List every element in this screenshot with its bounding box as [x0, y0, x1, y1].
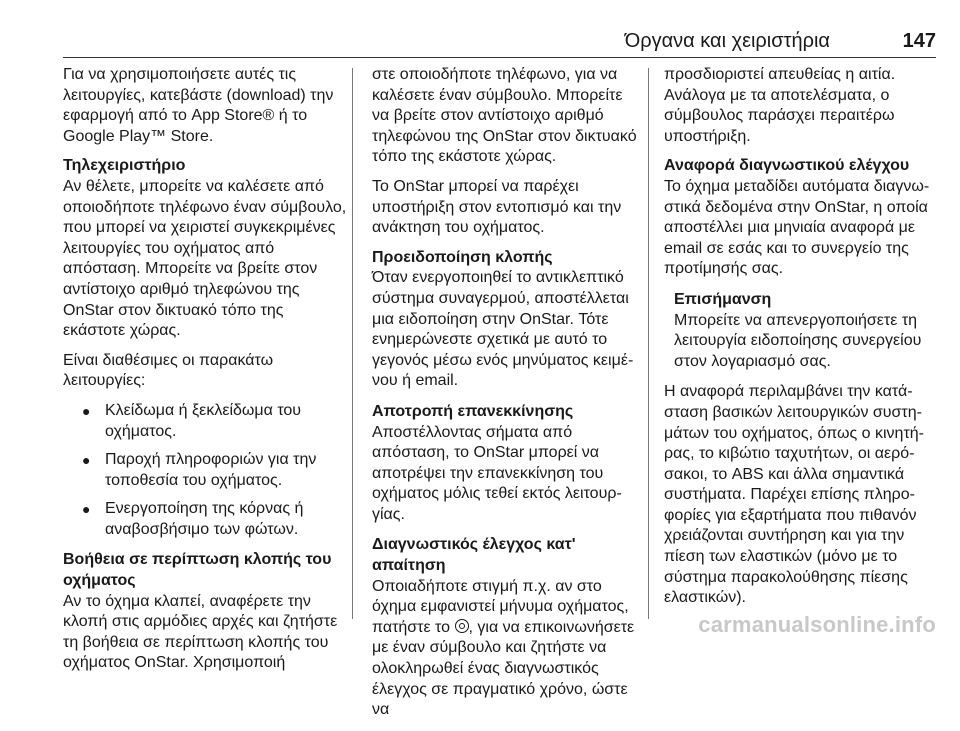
onstar-button-icon	[455, 619, 469, 633]
column-1	[63, 65, 348, 684]
note-paragraph: Μπορείτε να απενεργοποιήσετε τη λειτουργία ειδοποίησης συνεργείου στον λογαριασμό σας.	[674, 311, 922, 370]
available-functions-paragraph: Είναι διαθέσιμες οι παρακάτω λειτουργίες:	[63, 351, 274, 390]
diagnostics-text-start: Οποιαδήποτε στιγμή π.χ. αν στο όχημα εμφανιστεί μήνυμα οχήματος, πατήστε το	[372, 577, 629, 636]
intro-paragraph: Για να χρησιμοποιήσετε αυτές τις λειτουργίες, κατεβάστε (download) την εφαρμογή από το App Store® ή το Google Play™ Store.	[63, 66, 334, 145]
list-item: ● Κλείδωμα ή ξεκλείδωμα του οχήματος.	[63, 401, 348, 442]
watermark: carmanualsonline.info	[698, 612, 936, 637]
remote-control-section	[63, 156, 348, 540]
column-3	[664, 65, 936, 618]
theft-alert-heading: Προειδοποίηση κλοπής	[372, 248, 553, 266]
restart-prevention-heading: Αποτροπή επανεκκίνησης	[372, 402, 574, 420]
on-demand-diagnostics-section	[372, 535, 637, 720]
cause-paragraph: προσδιοριστεί απευθείας η αιτία. Ανάλογα με τα αποτελέσματα, ο σύμβουλος παράσχει περαιτέρω υποστήριξη.	[664, 66, 896, 145]
restart-prevention-section	[372, 402, 637, 526]
continued-paragraph: στε οποιοδήποτε τηλέφωνο, για να καλέσετε έναν σύμβουλο. Μπορείτε να βρείτε στον αντίστοιχο αριθμό τηλεφώνου της OnStar στον δικτυακό τόπο της εκάστοτε χώρας.	[372, 66, 637, 166]
theft-assistance-heading: Βοήθεια σε περίπτωση κλοπής του οχήματος	[63, 551, 332, 590]
remote-control-paragraph: Αν θέλετε, μπορείτε να καλέσετε από οποιοδήποτε τηλέφωνο έναν σύμβουλο, που μπορεί να χειριστεί συγκεκριμένες λειτουργίες του οχήματος από απόσταση. Μπορείτε να βρείτε στον αντίστοιχο αριθμό τηλεφώνου της OnStar στον δικτυακό τόπο της εκάστοτε χώρας.	[63, 177, 347, 340]
on-demand-diagnostics-paragraph	[372, 577, 637, 721]
list-item: ● Παροχή πληροφοριών για την τοποθεσία του οχήματος.	[63, 450, 348, 491]
column-divider-2	[648, 68, 649, 619]
page-number: 147	[902, 30, 936, 52]
diagnostics-text-end: , για να επικοινωνήσετε με έναν σύμβουλο και ζητήστε να ολοκληρωθεί ένας διαγνωστικός έλεγχος σε πραγματικό χρόνο, ώστε να	[372, 618, 635, 719]
diagnostic-report-section	[664, 156, 936, 280]
restart-prevention-paragraph: Αποστέλλοντας σήματα από απόσταση, το OnStar μπορεί να αποτρέψει την επανεκκίνηση του οχήματος μόλις τεθεί εκτός λειτουργίας.	[372, 423, 622, 523]
theft-alert-paragraph: Όταν ενεργοποιηθεί το αντικλεπτικό σύστημα συναγερμού, αποστέλλεται μια ειδοποίηση στην OnStar. Τότε ενημερώνεστε σχετικά με αυτό το γεγονός μέσω ενός μηνύματος κειμένου ή email.	[372, 269, 634, 390]
on-demand-diagnostics-heading: Διαγνωστικός έλεγχος κατ' απαίτηση	[372, 536, 576, 575]
report-contents-paragraph: Η αναφορά περιλαμβάνει την κατάσταση βασικών λειτουργικών συστημάτων του οχήματος, όπως ο κινητήρας, το κιβώτιο ταχυτήτων, οι αερόσακοι, το ABS και άλλα σημαντικά συστήματα. Παρέχει επίσης πληροφορίες για εξαρτήματα που πιθανόν χρειάζονται συντήρηση και για την πίεση των ελαστικών (μόνο με το σύστημα παρακολούθησης πίεσης ελαστικών).	[664, 383, 924, 607]
header-divider	[63, 57, 936, 58]
function-list	[63, 401, 348, 541]
note-heading: Επισήμανση	[674, 290, 772, 308]
diagnostic-report-heading: Αναφορά διαγνωστικού ελέγχου	[664, 157, 910, 175]
diagnostic-report-paragraph: Το όχημα μεταδίδει αυτόματα διαγνωστικά δεδομένα στην OnStar, η οποία αποστέλλει μια μηνιαία αναφορά με email σε εσάς και το συνεργείο της προτίμησής σας.	[664, 177, 930, 278]
page-header	[0, 0, 960, 60]
list-item: ● Ενεργοποίηση της κόρνας ή αναβοσβήσιμο των φώτων.	[63, 499, 348, 540]
theft-assistance-section	[63, 550, 348, 674]
column-2	[372, 65, 637, 731]
remote-control-heading: Τηλεχειριστήριο	[63, 157, 186, 175]
recovery-paragraph: Το OnStar μπορεί να παρέχει υποστήριξη στον εντοπισμό και την ανάκτηση του οχήματος.	[372, 177, 622, 237]
theft-alert-section	[372, 248, 637, 392]
note-box	[664, 290, 936, 372]
column-divider-1	[352, 68, 353, 619]
chapter-title: Όργανα και χειριστήρια	[624, 30, 830, 52]
theft-assistance-paragraph: Αν το όχημα κλαπεί, αναφέρετε την κλοπή στις αρμόδιες αρχές και ζητήστε τη βοήθεια σε περίπτωση κλοπής του οχήματος OnStar. Χρησιμοποιή	[63, 592, 338, 672]
